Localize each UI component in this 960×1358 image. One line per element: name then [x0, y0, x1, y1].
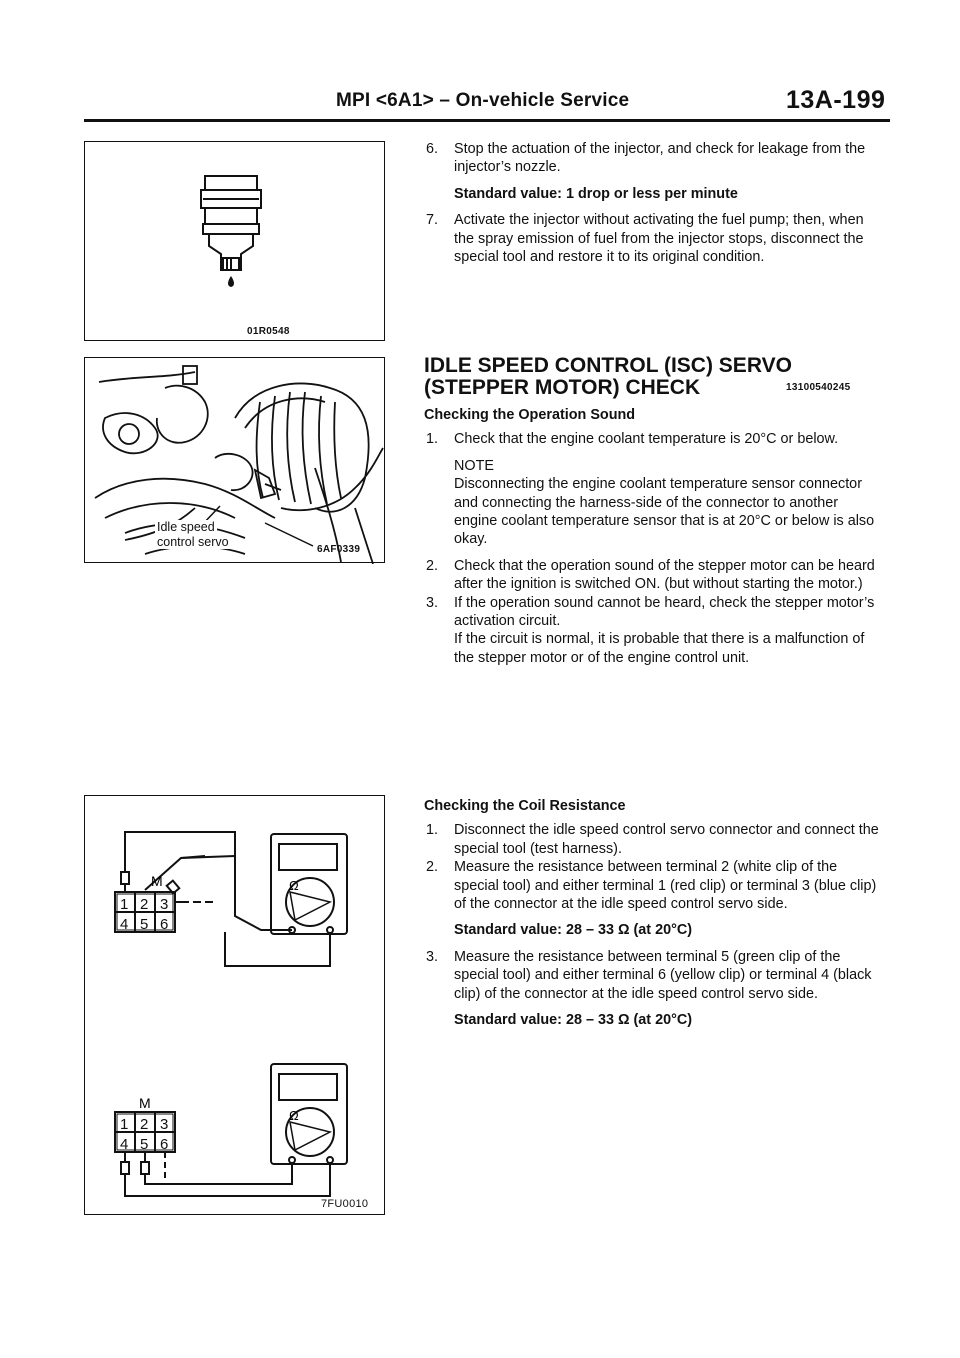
page-header-title: MPI <6A1> – On-vehicle Service [336, 90, 630, 111]
terminal-label: 5 [140, 916, 149, 933]
section-code: 13100540245 [786, 382, 851, 393]
standard-value: Standard value: 28 – 33 Ω (at 20°C) [454, 922, 693, 939]
terminal-label: 2 [140, 896, 149, 913]
note-text: Disconnecting the engine coolant temperature sensor connector and connecting the harness-side of the connector to another engine coolant temperature sensor that is at 20°C or below is also okay. [454, 476, 875, 548]
connector-mark: M [151, 873, 163, 889]
terminal-label: 3 [160, 896, 169, 913]
terminal-label: 4 [120, 916, 129, 933]
step-3-continued: If the circuit is normal, it is probable that there is a malfunction of the stepper motor or of the engine control unit. [454, 631, 865, 666]
ohm-symbol: Ω [289, 878, 299, 893]
figure-code: 6AF0339 [317, 544, 361, 555]
section-title: IDLE SPEED CONTROL (ISC) SERVO (STEPPER MOTOR) CHECK [424, 354, 792, 399]
terminal-label: 5 [140, 1136, 149, 1153]
step-3: 3. Measure the resistance between terminal 5 (green clip of the special tool) and either terminal 6 (yellow clip) or terminal 4 (black clip) of the connector at the idle speed control servo side. [426, 948, 872, 1002]
servo-callout-line2: control servo [157, 535, 229, 549]
terminal-label: 3 [160, 1116, 169, 1133]
step-7: 7. Activate the injector without activating the fuel pump; then, when the spray emission of fuel from the injector stops, disconnect the special tool and restore it to its original condition. [426, 212, 864, 266]
coil-resistance-steps [424, 797, 884, 1029]
circuit-figure [84, 795, 385, 1215]
terminal-label: 1 [120, 896, 129, 913]
terminal-label: 6 [160, 916, 169, 933]
connector-mark: M [139, 1095, 151, 1111]
step-1: 1. Disconnect the idle speed control servo connector and connect the special tool (test harness). [426, 822, 879, 857]
injector-illustration [85, 142, 386, 342]
coil-test-diagram [85, 796, 386, 1216]
standard-value: Standard value: 28 – 33 Ω (at 20°C) [454, 1012, 693, 1029]
page-number: 13A-199 [786, 86, 886, 114]
terminal-label: 1 [120, 1116, 129, 1133]
ohm-symbol: Ω [289, 1108, 299, 1123]
figure-code: 01R0548 [247, 326, 290, 337]
figure-code: 7FU0010 [321, 1198, 369, 1210]
step-6: 6. Stop the actuation of the injector, and check for leakage from the injector’s nozzle. [426, 141, 866, 176]
servo-callout-line1: Idle speed [157, 520, 215, 534]
fuel-drop-icon [228, 276, 234, 287]
subheading: Checking the Coil Resistance [424, 798, 626, 814]
header-rule [84, 119, 890, 122]
injector-steps [424, 140, 884, 266]
terminal-label: 4 [120, 1136, 129, 1153]
servo-figure [84, 357, 385, 563]
step-2: 2. Check that the operation sound of the stepper motor can be heard after the ignition is switched ON. (but without starting the motor.) [426, 557, 875, 593]
step-2: 2. Measure the resistance between terminal 2 (white clip of the special tool) and either terminal 1 (red clip) or terminal 3 (blue clip) of the connector at the idle speed control servo side. [426, 859, 877, 913]
subheading: Checking the Operation Sound [424, 407, 636, 423]
note-label: NOTE [454, 457, 494, 474]
servo-illustration [85, 358, 386, 564]
step-3: 3. If the operation sound cannot be heard, check the stepper motor’s activation circuit. [426, 594, 875, 630]
operation-sound-steps [424, 406, 884, 667]
terminal-label: 2 [140, 1116, 149, 1133]
standard-value: Standard value: 1 drop or less per minute [454, 185, 738, 202]
step-1: 1. Check that the engine coolant temperature is 20°C or below. [426, 431, 839, 448]
injector-figure [84, 141, 385, 341]
terminal-label: 6 [160, 1136, 169, 1153]
